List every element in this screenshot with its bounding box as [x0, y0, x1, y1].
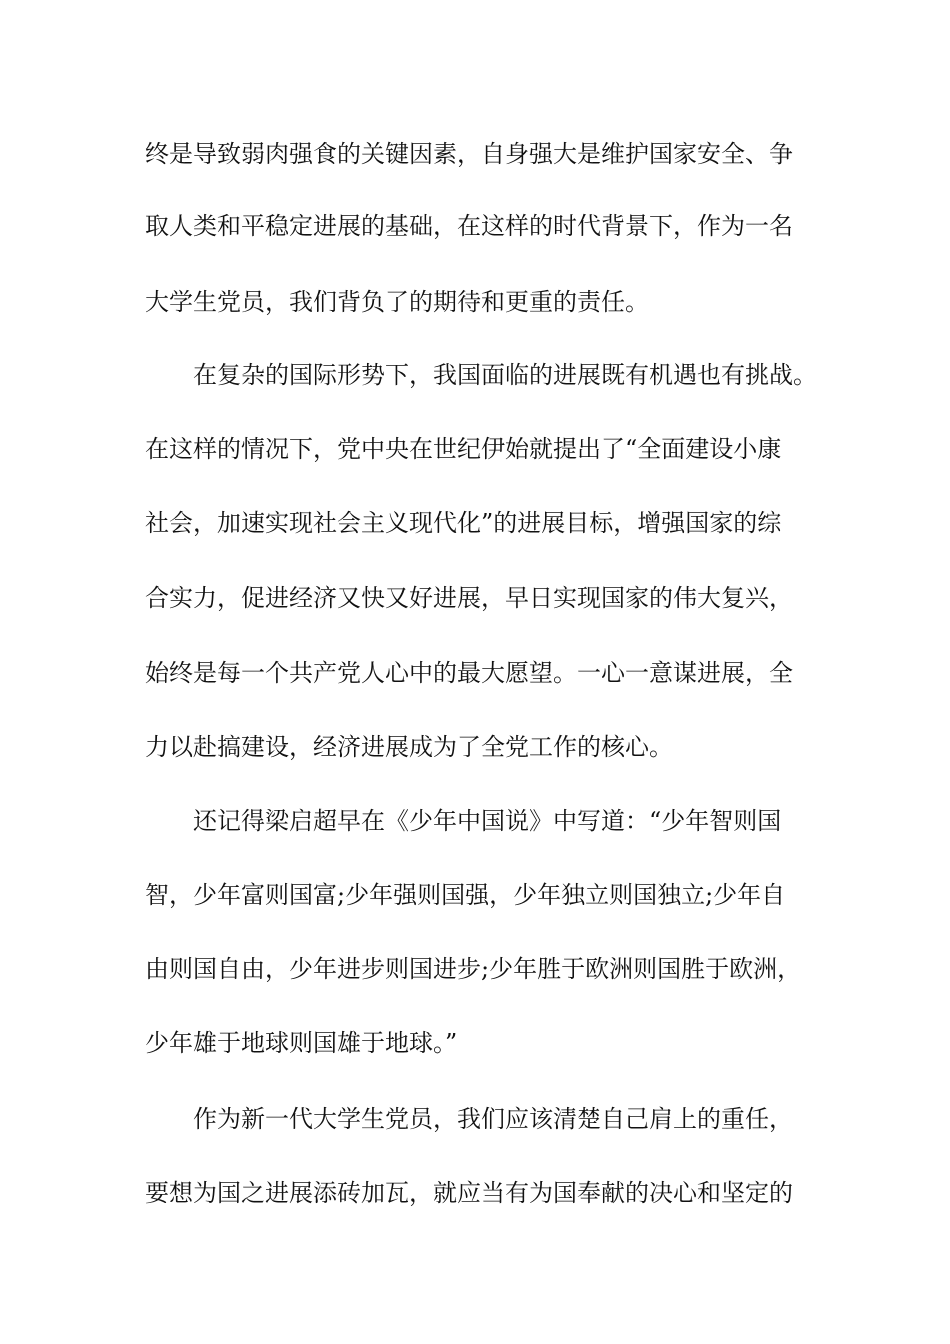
paragraph-start-line: 在复杂的国际形势下，我国面临的进展既有机遇也有挑战。	[193, 361, 817, 389]
paragraph-start-line: 作为新一代大学生党员，我们应该清楚自己肩上的重任，	[193, 1105, 793, 1133]
text-line: 少年雄于地球则国雄于地球。”	[145, 1029, 458, 1057]
text-line: 社会，加速实现社会主义现代化”的进展目标，增强国家的综	[145, 509, 782, 537]
text-line: 终是导致弱肉强食的关键因素，自身强大是维护国家安全、争	[145, 140, 793, 168]
text-line: 由则国自由，少年进步则国进步;少年胜于欧洲则国胜于欧洲，	[145, 955, 802, 983]
text-line: 取人类和平稳定进展的基础，在这样的时代背景下，作为一名	[145, 212, 793, 240]
text-line: 要想为国之进展添砖加瓦，就应当有为国奉献的决心和坚定的	[145, 1179, 793, 1207]
paragraph-start-line: 还记得梁启超早在《少年中国说》中写道：“少年智则国	[193, 807, 782, 835]
text-line: 智，少年富则国富;少年强则国强，少年独立则国独立;少年自	[145, 881, 786, 909]
text-line: 大学生党员，我们背负了的期待和更重的责任。	[145, 288, 649, 316]
text-line: 合实力，促进经济又快又好进展，早日实现国家的伟大复兴，	[145, 584, 793, 612]
text-line: 在这样的情况下，党中央在世纪伊始就提出了“全面建设小康	[145, 435, 782, 463]
text-line: 力以赴搞建设，经济进展成为了全党工作的核心。	[145, 733, 673, 761]
text-line: 始终是每一个共产党人心中的最大愿望。一心一意谋进展，全	[145, 659, 793, 687]
